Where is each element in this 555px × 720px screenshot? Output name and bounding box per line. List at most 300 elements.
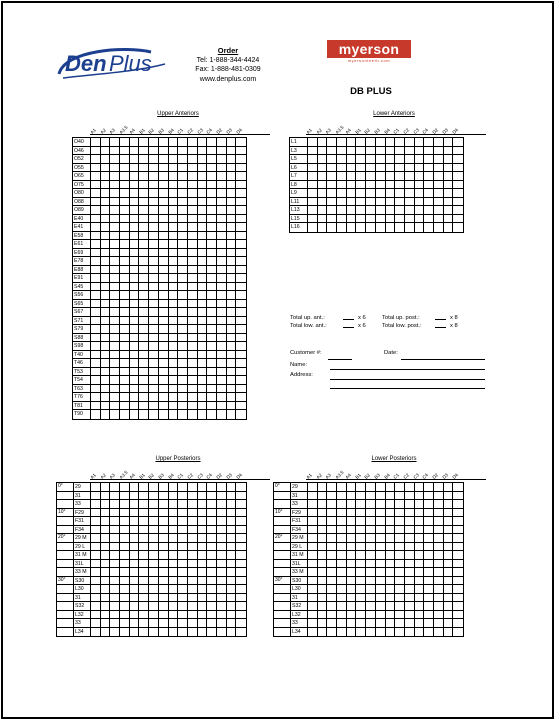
grid-cell[interactable]	[434, 611, 444, 619]
grid-cell[interactable]	[236, 283, 246, 291]
grid-cell[interactable]	[101, 240, 111, 248]
grid-cell[interactable]	[101, 223, 111, 231]
grid-cell[interactable]	[91, 232, 101, 240]
grid-cell[interactable]	[188, 385, 198, 393]
grid-cell[interactable]	[405, 172, 415, 180]
grid-cell[interactable]	[318, 534, 328, 542]
grid-cell[interactable]	[139, 509, 149, 517]
grid-cell[interactable]	[227, 393, 237, 401]
grid-cell[interactable]	[405, 517, 415, 525]
grid-cell[interactable]	[405, 585, 415, 593]
grid-cell[interactable]	[356, 594, 366, 602]
grid-cell[interactable]	[130, 206, 140, 214]
grid-cell[interactable]	[198, 334, 208, 342]
grid-cell[interactable]	[110, 483, 120, 491]
grid-cell[interactable]	[130, 351, 140, 359]
grid-cell[interactable]	[139, 628, 149, 637]
grid-cell[interactable]	[169, 410, 179, 419]
grid-cell[interactable]	[207, 402, 217, 410]
grid-cell[interactable]	[101, 249, 111, 257]
grid-cell[interactable]	[366, 215, 376, 223]
grid-cell[interactable]	[178, 385, 188, 393]
grid-cell[interactable]	[198, 500, 208, 508]
grid-cell[interactable]	[159, 198, 169, 206]
grid-cell[interactable]	[101, 181, 111, 189]
grid-cell[interactable]	[159, 240, 169, 248]
grid-cell[interactable]	[178, 509, 188, 517]
grid-cell[interactable]	[434, 517, 444, 525]
grid-cell[interactable]	[159, 206, 169, 214]
grid-cell[interactable]	[130, 619, 140, 627]
grid-cell[interactable]	[415, 619, 425, 627]
grid-cell[interactable]	[366, 189, 376, 197]
grid-cell[interactable]	[130, 223, 140, 231]
grid-cell[interactable]	[347, 543, 357, 551]
grid-cell[interactable]	[178, 500, 188, 508]
grid-cell[interactable]	[356, 206, 366, 214]
grid-cell[interactable]	[356, 155, 366, 163]
grid-cell[interactable]	[101, 359, 111, 367]
grid-cell[interactable]	[366, 534, 376, 542]
grid-cell[interactable]	[356, 223, 366, 232]
grid-cell[interactable]	[318, 164, 328, 172]
grid-cell[interactable]	[139, 551, 149, 559]
grid-cell[interactable]	[207, 368, 217, 376]
grid-cell[interactable]	[120, 334, 130, 342]
grid-cell[interactable]	[159, 492, 169, 500]
grid-cell[interactable]	[217, 500, 227, 508]
grid-cell[interactable]	[101, 560, 111, 568]
grid-cell[interactable]	[91, 393, 101, 401]
grid-cell[interactable]	[139, 274, 149, 282]
grid-cell[interactable]	[217, 611, 227, 619]
grid-cell[interactable]	[188, 526, 198, 534]
grid-cell[interactable]	[444, 483, 454, 491]
grid-cell[interactable]	[149, 291, 159, 299]
grid-cell[interactable]	[159, 308, 169, 316]
grid-cell[interactable]	[110, 376, 120, 384]
grid-cell[interactable]	[198, 317, 208, 325]
grid-cell[interactable]	[356, 577, 366, 585]
grid-cell[interactable]	[110, 266, 120, 274]
grid-cell[interactable]	[217, 300, 227, 308]
grid-cell[interactable]	[178, 594, 188, 602]
grid-cell[interactable]	[188, 551, 198, 559]
grid-cell[interactable]	[227, 534, 237, 542]
grid-cell[interactable]	[434, 509, 444, 517]
grid-cell[interactable]	[415, 500, 425, 508]
grid-cell[interactable]	[327, 155, 337, 163]
grid-cell[interactable]	[120, 628, 130, 637]
grid-cell[interactable]	[139, 342, 149, 350]
grid-cell[interactable]	[130, 500, 140, 508]
grid-cell[interactable]	[178, 492, 188, 500]
grid-cell[interactable]	[405, 611, 415, 619]
grid-cell[interactable]	[424, 147, 434, 155]
grid-cell[interactable]	[308, 223, 318, 232]
grid-cell[interactable]	[236, 308, 246, 316]
grid-cell[interactable]	[178, 317, 188, 325]
grid-cell[interactable]	[130, 249, 140, 257]
grid-cell[interactable]	[217, 206, 227, 214]
grid-cell[interactable]	[139, 351, 149, 359]
grid-cell[interactable]	[444, 611, 454, 619]
grid-cell[interactable]	[120, 138, 130, 146]
grid-cell[interactable]	[453, 198, 463, 206]
grid-cell[interactable]	[415, 602, 425, 610]
grid-cell[interactable]	[405, 483, 415, 491]
grid-cell[interactable]	[188, 198, 198, 206]
grid-cell[interactable]	[424, 206, 434, 214]
grid-cell[interactable]	[415, 509, 425, 517]
grid-cell[interactable]	[188, 585, 198, 593]
grid-cell[interactable]	[434, 206, 444, 214]
grid-cell[interactable]	[188, 147, 198, 155]
grid-cell[interactable]	[101, 257, 111, 265]
grid-cell[interactable]	[101, 206, 111, 214]
grid-cell[interactable]	[405, 551, 415, 559]
grid-cell[interactable]	[347, 147, 357, 155]
grid-cell[interactable]	[347, 594, 357, 602]
grid-cell[interactable]	[188, 483, 198, 491]
grid-cell[interactable]	[356, 543, 366, 551]
grid-cell[interactable]	[110, 223, 120, 231]
grid-cell[interactable]	[415, 483, 425, 491]
grid-cell[interactable]	[415, 611, 425, 619]
grid-cell[interactable]	[178, 577, 188, 585]
grid-cell[interactable]	[453, 509, 463, 517]
grid-cell[interactable]	[415, 215, 425, 223]
grid-cell[interactable]	[217, 402, 227, 410]
grid-cell[interactable]	[434, 534, 444, 542]
grid-cell[interactable]	[130, 402, 140, 410]
grid-cell[interactable]	[198, 594, 208, 602]
grid-cell[interactable]	[198, 342, 208, 350]
grid-cell[interactable]	[139, 410, 149, 419]
grid-cell[interactable]	[139, 172, 149, 180]
grid-cell[interactable]	[91, 215, 101, 223]
grid-cell[interactable]	[169, 325, 179, 333]
grid-cell[interactable]	[207, 534, 217, 542]
grid-cell[interactable]	[395, 492, 405, 500]
grid-cell[interactable]	[169, 198, 179, 206]
grid-cell[interactable]	[159, 189, 169, 197]
grid-cell[interactable]	[178, 138, 188, 146]
grid-cell[interactable]	[356, 181, 366, 189]
grid-cell[interactable]	[217, 410, 227, 419]
grid-cell[interactable]	[444, 223, 454, 232]
grid-cell[interactable]	[110, 181, 120, 189]
grid-cell[interactable]	[120, 206, 130, 214]
grid-cell[interactable]	[207, 155, 217, 163]
grid-cell[interactable]	[424, 628, 434, 637]
grid-cell[interactable]	[139, 198, 149, 206]
address-field-1[interactable]	[330, 379, 485, 380]
grid-cell[interactable]	[337, 534, 347, 542]
grid-cell[interactable]	[139, 611, 149, 619]
grid-cell[interactable]	[130, 526, 140, 534]
grid-cell[interactable]	[453, 611, 463, 619]
grid-cell[interactable]	[376, 155, 386, 163]
grid-cell[interactable]	[91, 551, 101, 559]
grid-cell[interactable]	[188, 602, 198, 610]
grid-cell[interactable]	[169, 300, 179, 308]
grid-cell[interactable]	[149, 198, 159, 206]
grid-cell[interactable]	[188, 334, 198, 342]
grid-cell[interactable]	[139, 534, 149, 542]
grid-cell[interactable]	[120, 351, 130, 359]
grid-cell[interactable]	[227, 611, 237, 619]
grid-cell[interactable]	[188, 240, 198, 248]
grid-cell[interactable]	[120, 410, 130, 419]
grid-cell[interactable]	[91, 342, 101, 350]
grid-cell[interactable]	[101, 172, 111, 180]
grid-cell[interactable]	[327, 492, 337, 500]
grid-cell[interactable]	[347, 509, 357, 517]
grid-cell[interactable]	[337, 189, 347, 197]
grid-cell[interactable]	[424, 198, 434, 206]
grid-cell[interactable]	[101, 543, 111, 551]
grid-cell[interactable]	[386, 619, 396, 627]
grid-cell[interactable]	[120, 517, 130, 525]
grid-cell[interactable]	[424, 155, 434, 163]
grid-cell[interactable]	[366, 147, 376, 155]
grid-cell[interactable]	[178, 283, 188, 291]
grid-cell[interactable]	[395, 543, 405, 551]
grid-cell[interactable]	[101, 376, 111, 384]
grid-cell[interactable]	[236, 492, 246, 500]
grid-cell[interactable]	[227, 526, 237, 534]
grid-cell[interactable]	[101, 308, 111, 316]
grid-cell[interactable]	[434, 223, 444, 232]
grid-cell[interactable]	[139, 155, 149, 163]
grid-cell[interactable]	[159, 568, 169, 576]
grid-cell[interactable]	[308, 215, 318, 223]
grid-cell[interactable]	[149, 619, 159, 627]
grid-cell[interactable]	[207, 483, 217, 491]
grid-cell[interactable]	[110, 492, 120, 500]
grid-cell[interactable]	[217, 560, 227, 568]
grid-cell[interactable]	[386, 568, 396, 576]
grid-cell[interactable]	[444, 560, 454, 568]
grid-cell[interactable]	[149, 500, 159, 508]
grid-cell[interactable]	[101, 147, 111, 155]
grid-cell[interactable]	[91, 317, 101, 325]
grid-cell[interactable]	[424, 500, 434, 508]
grid-cell[interactable]	[130, 215, 140, 223]
grid-cell[interactable]	[308, 560, 318, 568]
grid-cell[interactable]	[207, 317, 217, 325]
grid-cell[interactable]	[101, 509, 111, 517]
grid-cell[interactable]	[453, 602, 463, 610]
grid-cell[interactable]	[386, 517, 396, 525]
grid-cell[interactable]	[424, 215, 434, 223]
grid-cell[interactable]	[149, 240, 159, 248]
grid-cell[interactable]	[198, 351, 208, 359]
grid-cell[interactable]	[101, 317, 111, 325]
grid-cell[interactable]	[366, 483, 376, 491]
grid-cell[interactable]	[386, 155, 396, 163]
grid-cell[interactable]	[376, 215, 386, 223]
grid-cell[interactable]	[110, 215, 120, 223]
grid-cell[interactable]	[188, 500, 198, 508]
grid-cell[interactable]	[139, 543, 149, 551]
grid-cell[interactable]	[169, 181, 179, 189]
grid-cell[interactable]	[169, 249, 179, 257]
grid-cell[interactable]	[376, 500, 386, 508]
grid-cell[interactable]	[236, 274, 246, 282]
grid-cell[interactable]	[395, 611, 405, 619]
grid-cell[interactable]	[178, 628, 188, 637]
grid-cell[interactable]	[386, 543, 396, 551]
grid-cell[interactable]	[217, 483, 227, 491]
grid-cell[interactable]	[188, 308, 198, 316]
grid-cell[interactable]	[101, 611, 111, 619]
grid-cell[interactable]	[91, 368, 101, 376]
grid-cell[interactable]	[327, 483, 337, 491]
grid-cell[interactable]	[217, 543, 227, 551]
grid-cell[interactable]	[169, 359, 179, 367]
grid-cell[interactable]	[217, 585, 227, 593]
grid-cell[interactable]	[188, 317, 198, 325]
grid-cell[interactable]	[376, 568, 386, 576]
grid-cell[interactable]	[386, 628, 396, 637]
grid-cell[interactable]	[347, 215, 357, 223]
grid-cell[interactable]	[120, 543, 130, 551]
grid-cell[interactable]	[453, 215, 463, 223]
grid-cell[interactable]	[236, 376, 246, 384]
grid-cell[interactable]	[236, 560, 246, 568]
grid-cell[interactable]	[318, 568, 328, 576]
date-field[interactable]	[401, 359, 485, 360]
grid-cell[interactable]	[227, 517, 237, 525]
grid-cell[interactable]	[101, 594, 111, 602]
grid-cell[interactable]	[318, 619, 328, 627]
grid-cell[interactable]	[236, 543, 246, 551]
grid-cell[interactable]	[444, 585, 454, 593]
grid-cell[interactable]	[356, 147, 366, 155]
grid-cell[interactable]	[424, 138, 434, 146]
grid-cell[interactable]	[198, 164, 208, 172]
grid-cell[interactable]	[110, 568, 120, 576]
grid-cell[interactable]	[178, 257, 188, 265]
grid-cell[interactable]	[227, 560, 237, 568]
grid-cell[interactable]	[178, 215, 188, 223]
grid-cell[interactable]	[347, 619, 357, 627]
grid-cell[interactable]	[149, 585, 159, 593]
grid-cell[interactable]	[159, 602, 169, 610]
grid-cell[interactable]	[227, 577, 237, 585]
grid-cell[interactable]	[236, 619, 246, 627]
grid-cell[interactable]	[120, 402, 130, 410]
grid-cell[interactable]	[149, 138, 159, 146]
grid-cell[interactable]	[169, 393, 179, 401]
grid-cell[interactable]	[130, 628, 140, 637]
grid-cell[interactable]	[347, 628, 357, 637]
grid-cell[interactable]	[149, 526, 159, 534]
grid-cell[interactable]	[217, 283, 227, 291]
grid-cell[interactable]	[198, 359, 208, 367]
grid-cell[interactable]	[207, 257, 217, 265]
grid-cell[interactable]	[227, 240, 237, 248]
grid-cell[interactable]	[178, 359, 188, 367]
grid-cell[interactable]	[227, 147, 237, 155]
customer-number-field[interactable]	[328, 359, 352, 360]
grid-cell[interactable]	[169, 611, 179, 619]
grid-cell[interactable]	[198, 198, 208, 206]
grid-cell[interactable]	[198, 568, 208, 576]
grid-cell[interactable]	[130, 334, 140, 342]
grid-cell[interactable]	[308, 181, 318, 189]
grid-cell[interactable]	[159, 300, 169, 308]
grid-cell[interactable]	[130, 359, 140, 367]
grid-cell[interactable]	[395, 551, 405, 559]
grid-cell[interactable]	[356, 585, 366, 593]
grid-cell[interactable]	[217, 594, 227, 602]
grid-cell[interactable]	[130, 585, 140, 593]
grid-cell[interactable]	[415, 543, 425, 551]
grid-cell[interactable]	[327, 611, 337, 619]
grid-cell[interactable]	[376, 560, 386, 568]
grid-cell[interactable]	[110, 317, 120, 325]
grid-cell[interactable]	[139, 215, 149, 223]
grid-cell[interactable]	[91, 291, 101, 299]
grid-cell[interactable]	[453, 181, 463, 189]
grid-cell[interactable]	[149, 517, 159, 525]
grid-cell[interactable]	[120, 317, 130, 325]
grid-cell[interactable]	[236, 342, 246, 350]
grid-cell[interactable]	[236, 334, 246, 342]
grid-cell[interactable]	[207, 300, 217, 308]
grid-cell[interactable]	[198, 509, 208, 517]
grid-cell[interactable]	[120, 560, 130, 568]
grid-cell[interactable]	[327, 619, 337, 627]
grid-cell[interactable]	[337, 526, 347, 534]
grid-cell[interactable]	[198, 410, 208, 419]
grid-cell[interactable]	[386, 551, 396, 559]
grid-cell[interactable]	[198, 492, 208, 500]
grid-cell[interactable]	[395, 619, 405, 627]
grid-cell[interactable]	[424, 585, 434, 593]
grid-cell[interactable]	[318, 206, 328, 214]
grid-cell[interactable]	[139, 206, 149, 214]
grid-cell[interactable]	[130, 325, 140, 333]
grid-cell[interactable]	[395, 147, 405, 155]
grid-cell[interactable]	[188, 402, 198, 410]
grid-cell[interactable]	[207, 628, 217, 637]
grid-cell[interactable]	[120, 342, 130, 350]
grid-cell[interactable]	[120, 223, 130, 231]
grid-cell[interactable]	[415, 198, 425, 206]
grid-cell[interactable]	[337, 543, 347, 551]
grid-cell[interactable]	[415, 189, 425, 197]
grid-cell[interactable]	[178, 534, 188, 542]
grid-cell[interactable]	[198, 376, 208, 384]
grid-cell[interactable]	[453, 483, 463, 491]
grid-cell[interactable]	[188, 215, 198, 223]
grid-cell[interactable]	[405, 164, 415, 172]
grid-cell[interactable]	[178, 368, 188, 376]
grid-cell[interactable]	[91, 568, 101, 576]
grid-cell[interactable]	[376, 189, 386, 197]
grid-cell[interactable]	[120, 602, 130, 610]
grid-cell[interactable]	[139, 376, 149, 384]
grid-cell[interactable]	[139, 164, 149, 172]
grid-cell[interactable]	[169, 368, 179, 376]
grid-cell[interactable]	[91, 602, 101, 610]
grid-cell[interactable]	[149, 560, 159, 568]
grid-cell[interactable]	[308, 602, 318, 610]
